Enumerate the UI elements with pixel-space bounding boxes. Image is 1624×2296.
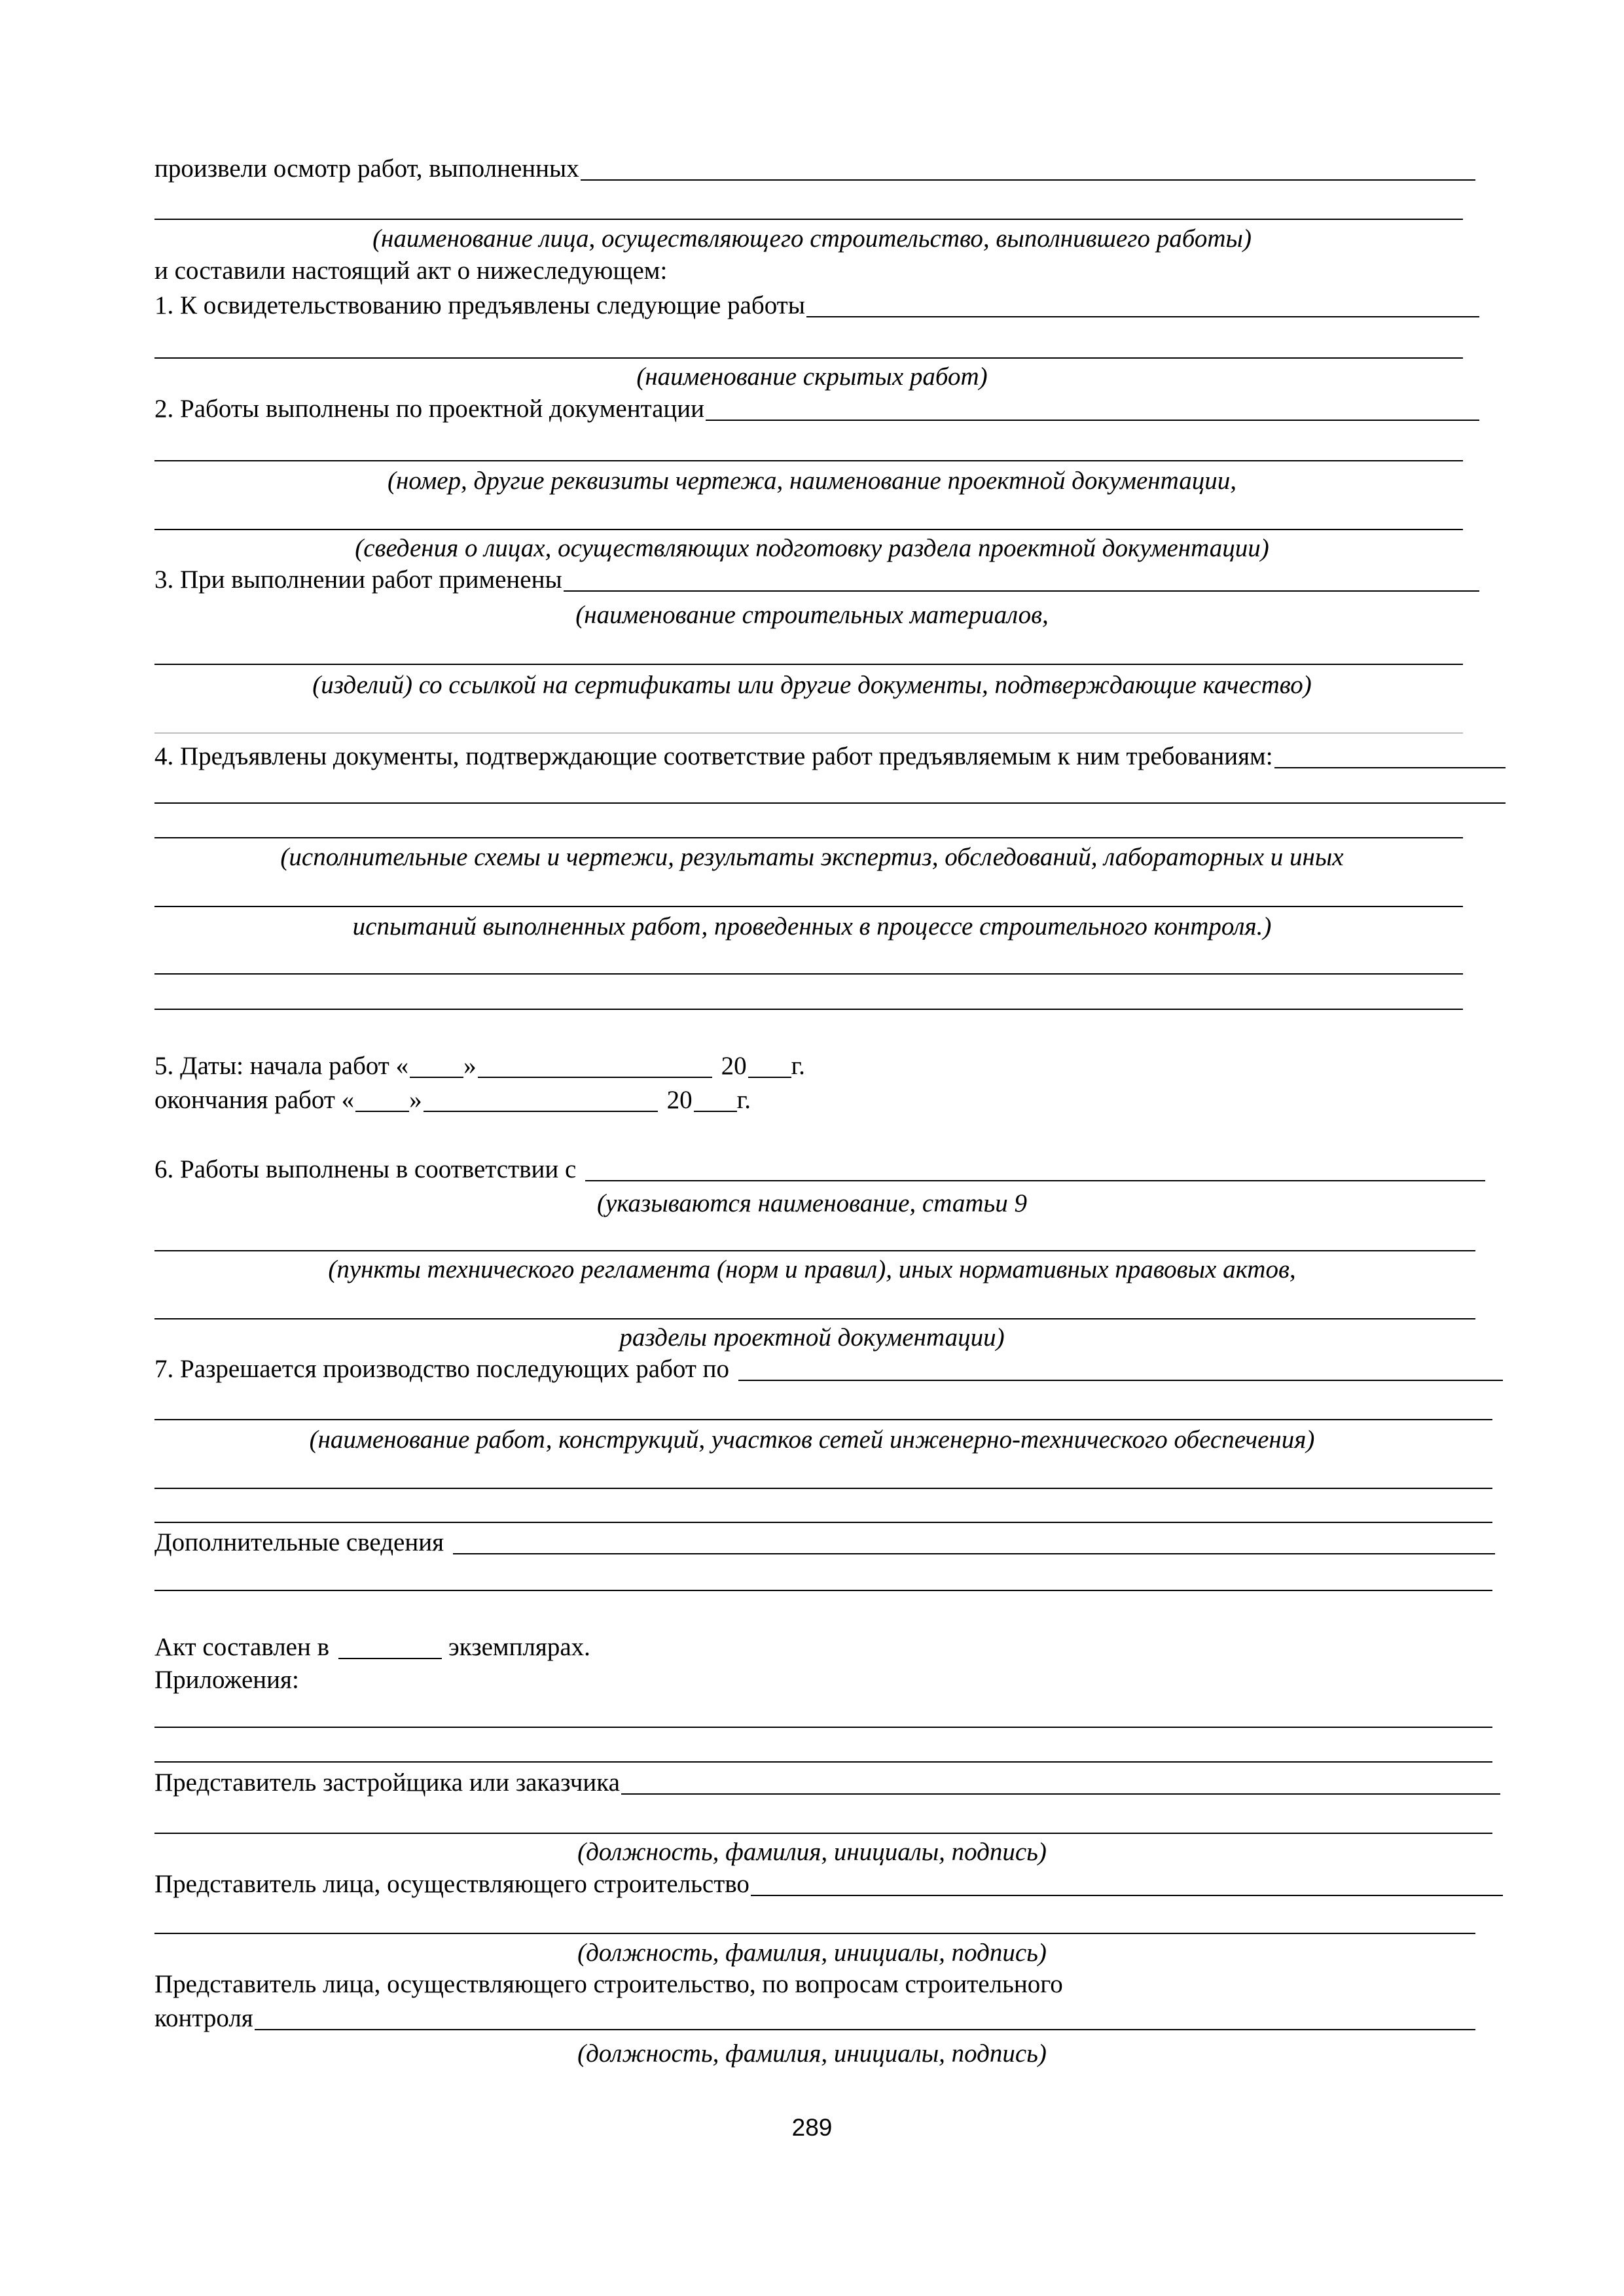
blank-line[interactable] [154,357,1463,359]
caption-tests: испытаний выполненных работ, проведенных в процессе строительного контроля.) [352,912,1272,941]
rep-control-line-2 [154,2000,1475,2035]
blank-line[interactable] [154,1933,1475,1934]
item-7-label: 7. Разрешается производство последующих работ по [154,1355,729,1383]
caption-drawing: (номер, другие реквизиты чертежа, наименование проектной документации, [387,467,1237,495]
rep-control-line-1 [154,1965,1063,2001]
item-3-line [154,561,1479,596]
blank-line[interactable] [154,906,1463,907]
item-2-label: 2. Работы выполнены по проектной документации [154,395,705,423]
item-1-line [154,287,1479,322]
rep-builder-label: Представитель лица, осуществляющего строительство [154,1870,749,1898]
end-month-blank[interactable] [424,1111,658,1112]
caption-sections: разделы проектной документации) [619,1323,1005,1352]
item-3-label: 3. При выполнении работ применены [154,565,562,594]
start-year-blank[interactable] [748,1077,791,1078]
copies-line [154,1628,590,1664]
year-suffix: г. [791,1052,805,1080]
copies-blank[interactable] [338,1658,442,1659]
compiled-label: и составили настоящий акт о нижеследующем: [154,257,668,285]
caption-sign-3: (должность, фамилия, инициалы, подпись) [577,2039,1047,2068]
item-2-blank[interactable] [706,420,1479,421]
caption-article: (указываются наименование, статьи 9 [596,1189,1028,1217]
caption-sign-1: (должность, фамилия, инициалы, подпись) [577,1838,1047,1866]
blank-line[interactable] [154,1009,1463,1010]
blank-line[interactable] [154,1590,1492,1591]
item-4-label: 4. Предъявлены документы, подтверждающие соответствие работ предъявляемым к ним требованиям: [154,742,1273,770]
rep-builder-line [154,1865,1503,1901]
item-2-line [154,390,1479,425]
additional-label: Дополнительные сведения [154,1528,444,1556]
blank-line[interactable] [154,1522,1492,1523]
year-prefix: 20 [721,1052,747,1080]
item-5-end-line [154,1081,751,1117]
item-6-line [154,1151,1485,1186]
end-date-label: окончания работ « [154,1086,355,1114]
caption-next-works: (наименование работ, конструкций, участков сетей инженерно-технического обеспечения) [309,1426,1315,1454]
line-compiled [154,252,1463,287]
rep-customer-line [154,1764,1500,1799]
rep-customer-blank[interactable] [621,1793,1500,1795]
line-inspected [154,150,1475,185]
item-3-blank[interactable] [564,590,1479,592]
blank-line[interactable] [154,1419,1492,1420]
item-4-line [154,738,1506,773]
blank-line[interactable] [154,219,1463,220]
item-6-label: 6. Работы выполнены в соответствии с [154,1155,577,1183]
start-day-blank[interactable] [410,1077,463,1078]
blank-line[interactable] [154,1833,1492,1834]
item-1-blank[interactable] [806,316,1479,317]
rep-control-label-1: Представитель лица, осуществляющего строительство, по вопросам строительного [154,1970,1063,1998]
blank-line[interactable] [154,1727,1492,1728]
caption-builder: (наименование лица, осуществляющего строительство, выполнившего работы) [372,224,1252,253]
caption-regulation: (пункты технического регламента (норм и правил), иных нормативных правовых актов, [328,1255,1296,1283]
additional-line [154,1524,1495,1559]
year-suffix: г. [736,1086,751,1114]
attachments-line [154,1661,299,1696]
quote-close: » [463,1052,477,1080]
item-7-line [154,1350,1503,1386]
rep-control-label-2: контроля [154,2004,253,2032]
item-6-blank[interactable] [585,1180,1485,1181]
blank-line[interactable] [154,1761,1492,1763]
start-date-label: 5. Даты: начала работ « [154,1052,409,1080]
blank-line[interactable] [154,664,1463,665]
caption-products: (изделий) со ссылкой на сертификаты или другие документы, подтверждающие качество) [312,671,1312,699]
end-year-blank[interactable] [694,1111,737,1112]
blank-line[interactable] [154,1250,1475,1251]
caption-schemes: (исполнительные схемы и чертежи, результаты экспертиз, обследований, лабораторных и иных [280,843,1344,871]
blank-line[interactable] [154,460,1463,461]
blank-line[interactable] [154,837,1463,838]
attachments-label: Приложения: [154,1666,299,1694]
quote-close: » [409,1086,422,1114]
inspected-blank[interactable] [581,179,1475,181]
year-prefix: 20 [666,1086,693,1114]
caption-persons: (сведения о лицах, осуществляющих подготовку раздела проектной документации) [355,534,1269,562]
rep-builder-blank[interactable] [751,1895,1503,1896]
blank-line[interactable] [154,1488,1492,1489]
blank-line[interactable] [154,732,1463,734]
caption-materials: (наименование строительных материалов, [575,601,1049,629]
caption-sign-2: (должность, фамилия, инициалы, подпись) [577,1939,1047,1967]
blank-line[interactable] [154,973,1463,975]
blank-line[interactable] [154,1318,1475,1319]
additional-blank[interactable] [453,1553,1495,1554]
inspected-label: произвели осмотр работ, выполненных [154,154,579,183]
start-month-blank[interactable] [478,1077,712,1078]
blank-line[interactable] [154,529,1463,530]
page-number: 289 [791,2114,833,2141]
copies-suffix: экземплярах. [448,1633,590,1661]
item-1-label: 1. К освидетельствованию предъявлены следующие работы [154,291,805,319]
end-day-blank[interactable] [355,1111,409,1112]
item-7-blank[interactable] [738,1380,1503,1381]
caption-hidden-works: (наименование скрытых работ) [636,363,988,391]
item-4-blank[interactable] [1274,767,1506,768]
item-5-start-line [154,1047,805,1083]
copies-prefix: Акт составлен в [154,1633,330,1661]
rep-customer-label: Представитель застройщика или заказчика [154,1768,620,1797]
rep-control-blank[interactable] [255,2029,1475,2030]
blank-line[interactable] [154,802,1506,804]
